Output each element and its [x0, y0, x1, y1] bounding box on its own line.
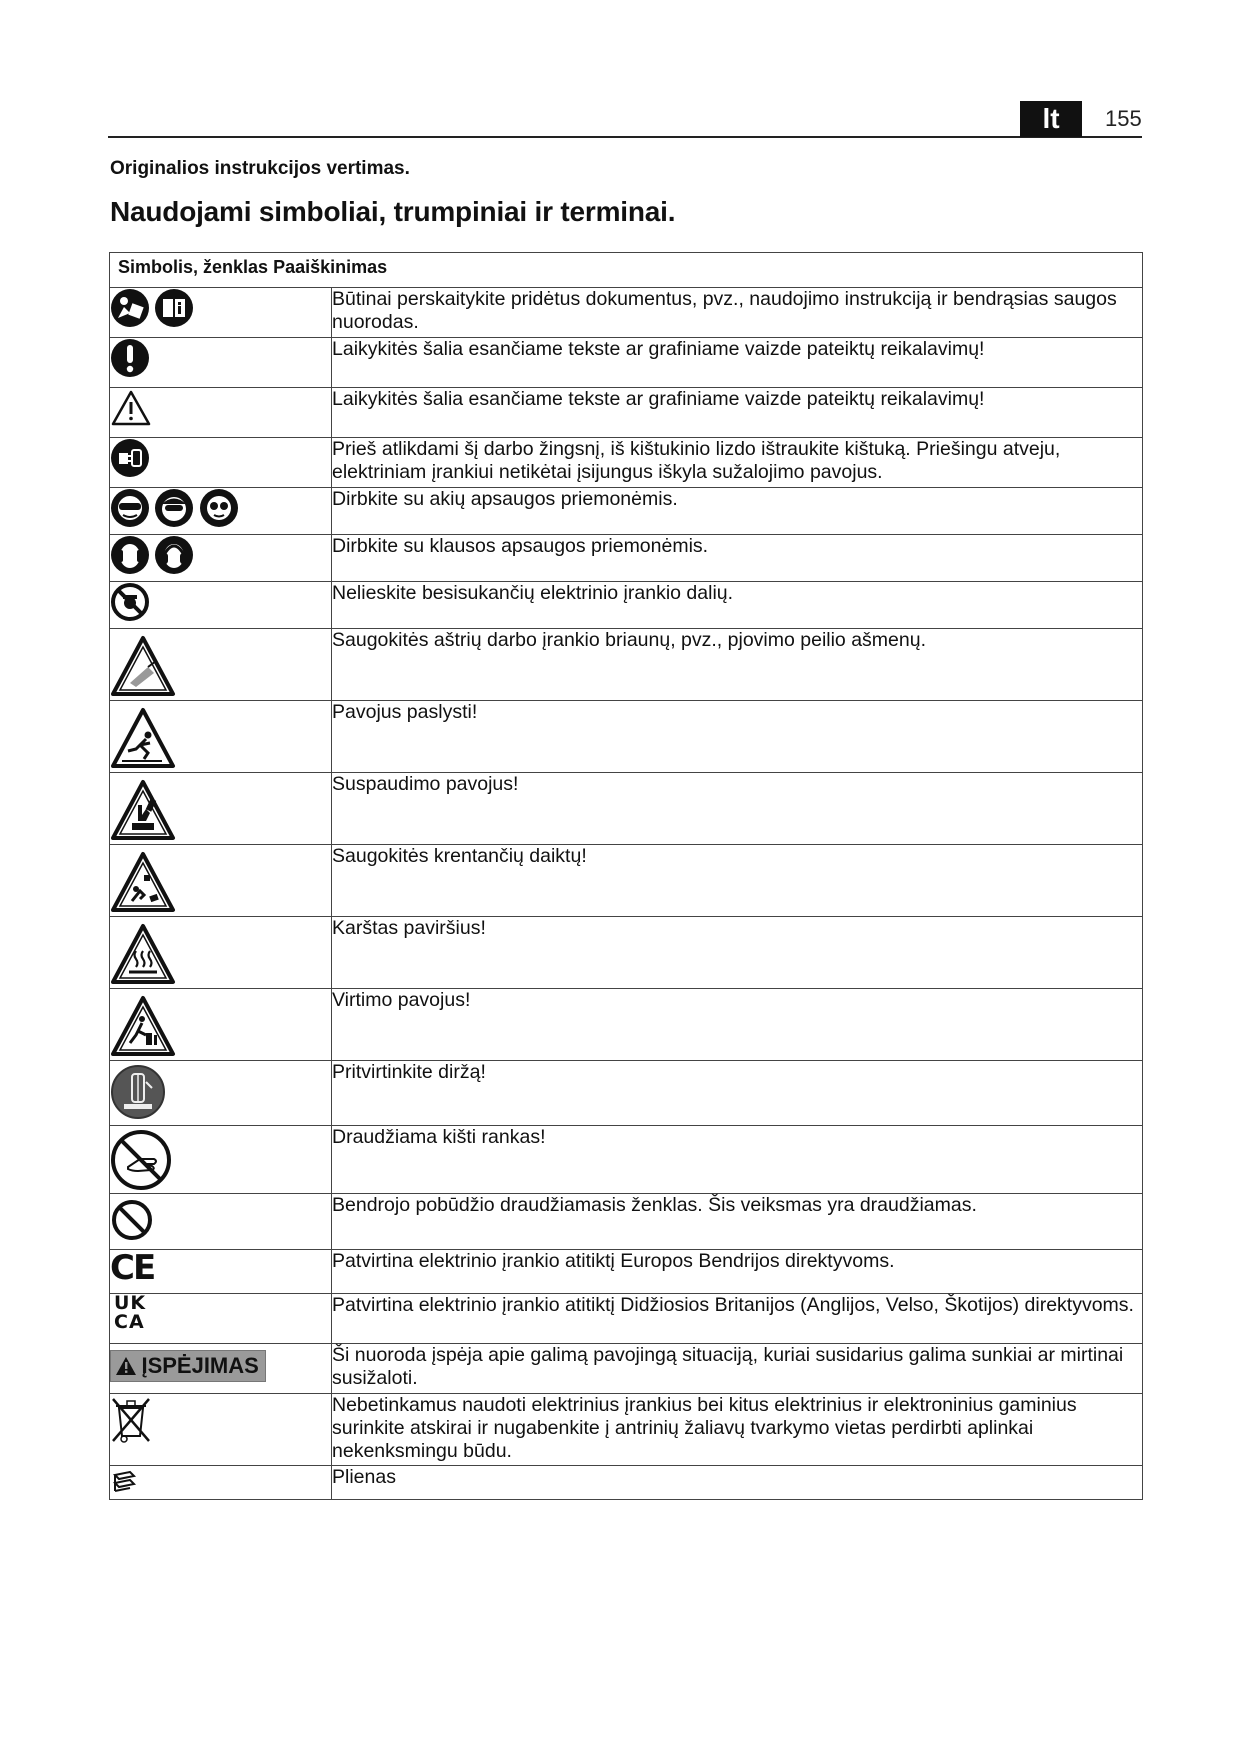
page-number: 155: [1105, 106, 1142, 131]
ear-muffs-icon: [154, 535, 194, 575]
symbol-cell: [110, 582, 332, 629]
table-row: [110, 1466, 1143, 1500]
row-description: Bendrojo pobūdžio draudžiamasis ženklas. Šis veiksmas yra draudžiamas.: [332, 1194, 1143, 1250]
symbol-cell: [110, 1466, 332, 1500]
table-row: [110, 388, 1143, 438]
header-rule: [108, 136, 1142, 138]
table-row: [110, 1250, 1143, 1294]
symbol-cell: [110, 288, 332, 338]
table-row: [110, 845, 1143, 917]
symbol-cell: [110, 989, 332, 1061]
hot-surface-warning-icon: [110, 923, 176, 985]
sharp-edge-warning-icon: [110, 635, 176, 697]
slip-warning-icon: [110, 707, 176, 769]
row-description: Pavojus paslysti!: [332, 701, 1143, 773]
table-row: [110, 1126, 1143, 1194]
no-touch-rotating-icon: [110, 582, 150, 622]
row-description: Pritvirtinkite diržą!: [332, 1061, 1143, 1126]
symbol-cell: [110, 1250, 332, 1294]
col-meaning-header: Paaiškinimas: [273, 257, 388, 277]
row-description: Karštas paviršius!: [332, 917, 1143, 989]
row-description: Suspaudimo pavojus!: [332, 773, 1143, 845]
read-manual-icon: [110, 288, 150, 328]
crush-warning-icon: [110, 779, 176, 841]
table-row: [110, 582, 1143, 629]
symbol-cell: [110, 388, 332, 438]
warning-triangle-small-icon: [115, 1356, 137, 1376]
table-row: [110, 488, 1143, 535]
row-description: Virtimo pavojus!: [332, 989, 1143, 1061]
ear-protection-icon: [110, 535, 150, 575]
table-header-row: [110, 253, 1143, 288]
symbol-cell: [110, 1126, 332, 1194]
table-row: [110, 288, 1143, 338]
row-description: Saugokitės aštrių darbo įrankio briaunų, pvz., pjovimo peilio ašmenų.: [332, 629, 1143, 701]
symbol-cell: [110, 1344, 332, 1394]
face-shield-icon: [154, 488, 194, 528]
row-description: Dirbkite su klausos apsaugos priemonėmis.: [332, 535, 1143, 582]
warning-label-text: ĮSPĖJIMAS: [141, 1353, 259, 1378]
symbol-cell: [110, 535, 332, 582]
unplug-icon: [110, 438, 150, 478]
symbol-cell: [110, 1194, 332, 1250]
table-row: [110, 1394, 1143, 1466]
symbols-table: [109, 252, 1143, 1500]
falling-objects-warning-icon: [110, 851, 176, 913]
symbol-cell: [110, 438, 332, 488]
fasten-belt-icon: [110, 1064, 166, 1120]
table-row: [110, 438, 1143, 488]
ukca-mark-icon: [114, 1294, 331, 1332]
exclamation-icon: [110, 338, 150, 378]
row-description: Prieš atlikdami šį darbo žingsnį, iš kištukinio lizdo ištraukite kištuką. Priešingu atveju, elektriniam įrankiui netikėtai įsijungus iškyla sužalojimo pavojus.: [332, 438, 1143, 488]
page-title: Naudojami simboliai, trumpiniai ir terminai.: [110, 196, 676, 227]
symbol-cell: [110, 488, 332, 535]
row-description: Saugokitės krentančių daiktų!: [332, 845, 1143, 917]
row-description: Laikykitės šalia esančiame tekste ar grafiniame vaizde pateiktų reikalavimų!: [332, 338, 1143, 388]
table-row: [110, 701, 1143, 773]
table-row: [110, 917, 1143, 989]
warning-label-icon: [110, 1350, 266, 1382]
row-description: Laikykitės šalia esančiame tekste ar grafiniame vaizde pateiktų reikalavimų!: [332, 388, 1143, 438]
symbol-cell: [110, 629, 332, 701]
warning-triangle-icon: [110, 388, 152, 428]
glasses-icon: [199, 488, 239, 528]
row-description: Dirbkite su akių apsaugos priemonėmis.: [332, 488, 1143, 535]
ce-mark-icon: CE: [110, 1248, 155, 1288]
table-row: [110, 535, 1143, 582]
symbol-cell: [110, 845, 332, 917]
info-book-icon: [154, 288, 194, 328]
row-description: Patvirtina elektrinio įrankio atitiktį Didžiosios Britanijos (Anglijos, Velso, Škotijos) direktyvoms.: [332, 1294, 1143, 1344]
table-row: [110, 989, 1143, 1061]
table-row: [110, 1294, 1143, 1344]
symbol-cell: [110, 1394, 332, 1466]
steel-icon: [110, 1469, 138, 1495]
document-subtitle: Originalios instrukcijos vertimas.: [110, 158, 410, 179]
ukca-line2: CA: [114, 1311, 145, 1333]
row-description: Draudžiama kišti rankas!: [332, 1126, 1143, 1194]
symbol-cell: [110, 917, 332, 989]
symbol-cell: [110, 1294, 332, 1344]
table-row: [110, 338, 1143, 388]
symbol-cell: [110, 338, 332, 388]
table-row: [110, 1194, 1143, 1250]
row-description: Plienas: [332, 1466, 1143, 1500]
table-header: [110, 253, 1143, 288]
row-description: Patvirtina elektrinio įrankio atitiktį Europos Bendrijos direktyvoms.: [332, 1250, 1143, 1294]
table-row: [110, 629, 1143, 701]
table-row: [110, 1061, 1143, 1126]
ukca-line1: UK: [114, 1292, 147, 1314]
col-symbol-header: Simbolis, ženklas: [118, 257, 269, 277]
row-description: Būtinai perskaitykite pridėtus dokumentus, pvz., naudojimo instrukciją ir bendrąsias saugos nuorodas.: [332, 288, 1143, 338]
row-description: Nebetinkamus naudoti elektrinius įrankius bei kitus elektrinius ir elektroninius gaminius surinkite atskirai ir nugabenkite į antrinių žaliavų tvarkymo vietas perdirbti aplinkai nekenksmingu būdu.: [332, 1394, 1143, 1466]
symbol-cell: [110, 773, 332, 845]
row-description: Nelieskite besisukančių elektrinio įrankio dalių.: [332, 582, 1143, 629]
row-description: Ši nuoroda įspėja apie galimą pavojingą situaciją, kuriai susidarius galima sunkiai ar mirtinai susižaloti.: [332, 1344, 1143, 1394]
symbol-cell: [110, 1061, 332, 1126]
symbol-cell: [110, 701, 332, 773]
table-row: [110, 773, 1143, 845]
goggles-icon: [110, 488, 150, 528]
tipping-warning-icon: [110, 995, 176, 1057]
language-badge: lt: [1020, 101, 1082, 137]
table-row: [110, 1344, 1143, 1394]
weee-bin-icon: [110, 1396, 152, 1444]
prohibition-icon: [110, 1198, 154, 1242]
no-hands-icon: [110, 1129, 172, 1191]
